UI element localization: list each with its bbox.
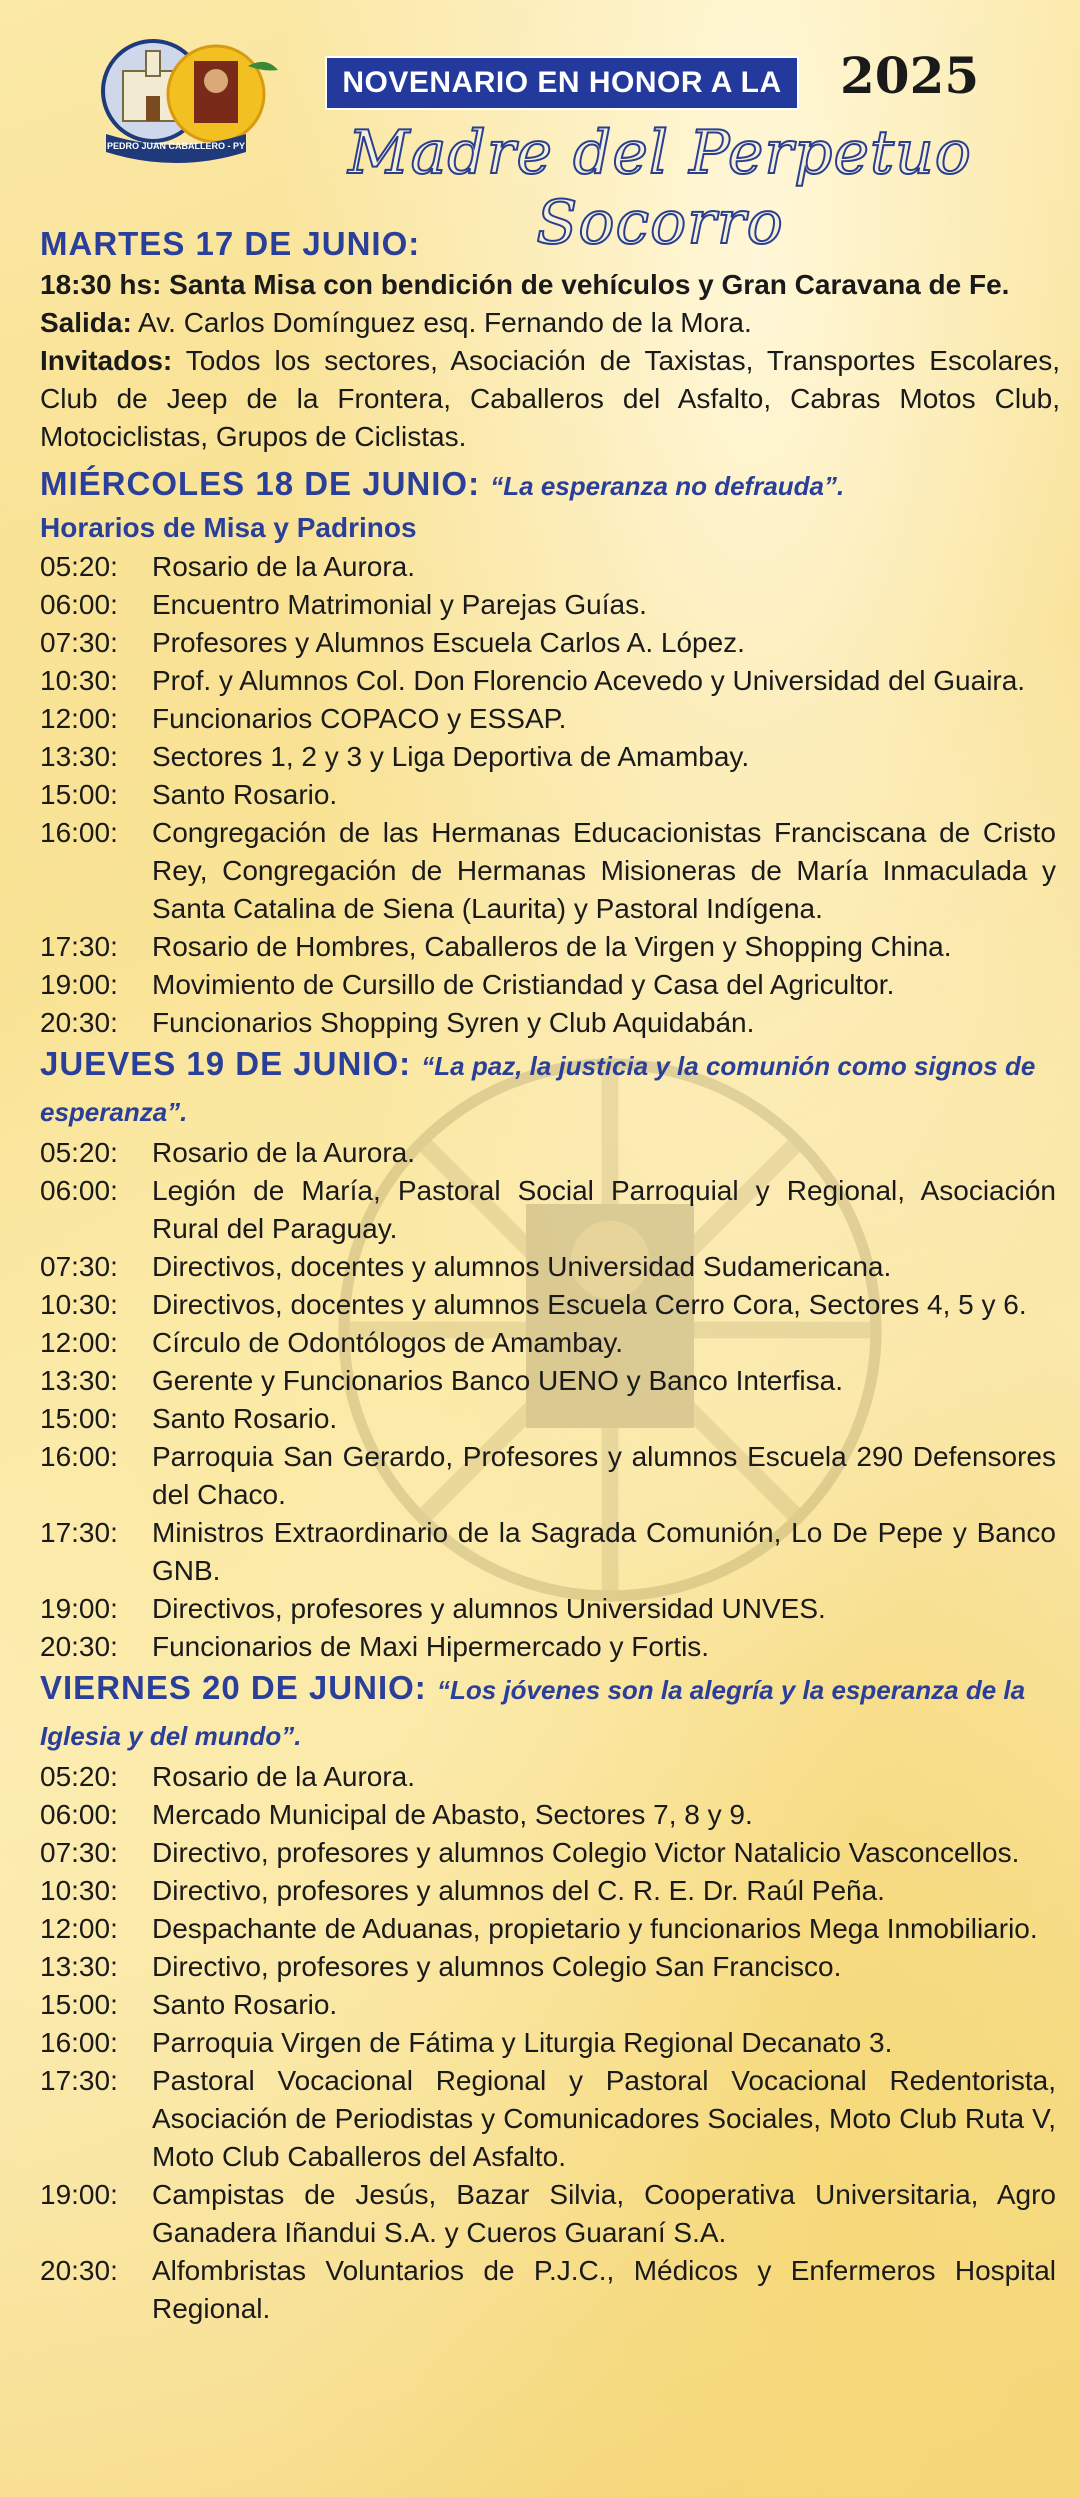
schedule-row bbox=[40, 966, 1060, 1004]
schedule-description: Movimiento de Cursillo de Cristiandad y Casa del Agricultor. bbox=[152, 969, 895, 1000]
schedule-description: Funcionarios Shopping Syren y Club Aquidabán. bbox=[152, 1007, 755, 1038]
schedule-time: 10:30: bbox=[40, 665, 118, 696]
schedule-time: 16:00: bbox=[40, 1441, 118, 1472]
schedule-time: 12:00: bbox=[40, 703, 118, 734]
schedule-row bbox=[40, 1628, 1060, 1666]
schedule-row bbox=[40, 928, 1060, 966]
schedule-description: Directivo, profesores y alumnos Colegio Victor Natalicio Vasconcellos. bbox=[152, 1837, 1020, 1868]
schedule-row bbox=[40, 1834, 1060, 1872]
schedule-description: Directivos, docentes y alumnos Escuela Cerro Cora, Sectores 4, 5 y 6. bbox=[152, 1289, 1027, 1320]
schedule-time: 07:30: bbox=[40, 627, 118, 658]
schedule-description: Rosario de la Aurora. bbox=[152, 1761, 416, 1792]
schedule-row bbox=[40, 700, 1060, 738]
schedule-time: 06:00: bbox=[40, 1175, 118, 1206]
schedule-time: 20:30: bbox=[40, 1631, 118, 1662]
schedule-time: 19:00: bbox=[40, 1593, 118, 1624]
banner-title: NOVENARIO EN HONOR A LA bbox=[325, 56, 799, 110]
schedule-description: Gerente y Funcionarios Banco UENO y Banco Interfisa. bbox=[152, 1365, 843, 1396]
day-heading-jueves: JUEVES 19 DE JUNIO: “La paz, la justicia y la comunión como signos de esperanza”. bbox=[40, 1045, 1036, 1127]
martes-mass-line: 18:30 hs: Santa Misa con bendición de vehículos y Gran Caravana de Fe. bbox=[40, 269, 1010, 300]
schedule-row bbox=[40, 1248, 1060, 1286]
schedule-time: 06:00: bbox=[40, 1799, 118, 1830]
schedule-time: 13:30: bbox=[40, 1365, 118, 1396]
schedule-description: Santo Rosario. bbox=[152, 779, 338, 810]
schedule-time: 15:00: bbox=[40, 1989, 118, 2020]
schedule-row bbox=[40, 814, 1060, 928]
day-heading-miercoles: MIÉRCOLES 18 DE JUNIO: “La esperanza no defrauda”. bbox=[40, 465, 845, 502]
schedule-time: 13:30: bbox=[40, 741, 118, 772]
schedule-description: Alfombristas Voluntarios de P.J.C., Médicos y Enfermeros Hospital Regional. bbox=[152, 2255, 1056, 2324]
schedule-description: Profesores y Alumnos Escuela Carlos A. López. bbox=[152, 627, 745, 658]
schedule-row bbox=[40, 1758, 1060, 1796]
schedule-row bbox=[40, 1590, 1060, 1628]
schedule-description: Mercado Municipal de Abasto, Sectores 7, 8 y 9. bbox=[152, 1799, 753, 1830]
schedule-row bbox=[40, 1948, 1060, 1986]
schedule-time: 10:30: bbox=[40, 1289, 118, 1320]
martes-invitados: Invitados: Todos los sectores, Asociación de Taxistas, Transportes Escolares, Club de Jeep de la Frontera, Caballeros del Asfalto, Cabras Motos Club, Motociclistas, Grupos de Ciclistas. bbox=[40, 345, 1060, 452]
schedule-time: 15:00: bbox=[40, 779, 118, 810]
schedule-row bbox=[40, 1286, 1060, 1324]
schedule-description: Funcionarios COPACO y ESSAP. bbox=[152, 703, 567, 734]
schedule-description: Santo Rosario. bbox=[152, 1403, 338, 1434]
schedule-time: 20:30: bbox=[40, 2255, 118, 2286]
schedule-row bbox=[40, 2024, 1060, 2062]
schedule-description: Ministros Extraordinario de la Sagrada Comunión, Lo De Pepe y Banco GNB. bbox=[152, 1517, 1056, 1586]
page-title: Madre del Perpetuo Socorro bbox=[348, 118, 972, 258]
logo-caption: PEDRO JUAN CABALLERO - PY bbox=[106, 141, 246, 151]
schedule-description: Despachante de Aduanas, propietario y funcionarios Mega Inmobiliario. bbox=[152, 1913, 1038, 1944]
schedule-time: 12:00: bbox=[40, 1327, 118, 1358]
schedule-description: Encuentro Matrimonial y Parejas Guías. bbox=[152, 589, 647, 620]
schedule-row bbox=[40, 586, 1060, 624]
schedule-row bbox=[40, 2176, 1060, 2252]
schedule-description: Santo Rosario. bbox=[152, 1989, 338, 2020]
schedule-time: 10:30: bbox=[40, 1875, 118, 1906]
schedule-description: Directivo, profesores y alumnos Colegio San Francisco. bbox=[152, 1951, 842, 1982]
schedule-description: Directivo, profesores y alumnos del C. R. E. Dr. Raúl Peña. bbox=[152, 1875, 885, 1906]
schedule-time: 17:30: bbox=[40, 2065, 118, 2096]
schedule-row bbox=[40, 1514, 1060, 1590]
schedule-row bbox=[40, 624, 1060, 662]
schedule-description: Funcionarios de Maxi Hipermercado y Fortis. bbox=[152, 1631, 710, 1662]
schedule-description: Parroquia Virgen de Fátima y Liturgia Regional Decanato 3. bbox=[152, 2027, 893, 2058]
schedule-description: Congregación de las Hermanas Educacionistas Franciscana de Cristo Rey, Congregación de Hermanas Misioneras de María Inmaculada y Santa Catalina de Siena (Laurita) y Pastoral Indígena. bbox=[152, 817, 1056, 924]
schedule-row bbox=[40, 1134, 1060, 1172]
schedule-time: 16:00: bbox=[40, 817, 118, 848]
schedule-time: 17:30: bbox=[40, 1517, 118, 1548]
schedule-time: 06:00: bbox=[40, 589, 118, 620]
schedule-content bbox=[40, 222, 1060, 2328]
schedule-row bbox=[40, 1400, 1060, 1438]
schedule-description: Rosario de la Aurora. bbox=[152, 1137, 416, 1168]
schedule-time: 07:30: bbox=[40, 1251, 118, 1282]
schedule-description: Círculo de Odontólogos de Amambay. bbox=[152, 1327, 624, 1358]
schedule-description: Legión de María, Pastoral Social Parroquial y Regional, Asociación Rural del Paraguay. bbox=[152, 1175, 1056, 1244]
schedule-description: Parroquia San Gerardo, Profesores y alumnos Escuela 290 Defensores del Chaco. bbox=[152, 1441, 1056, 1510]
schedule-subheading: Horarios de Misa y Padrinos bbox=[40, 512, 417, 543]
schedule-time: 17:30: bbox=[40, 931, 118, 962]
schedule-description: Sectores 1, 2 y 3 y Liga Deportiva de Amambay. bbox=[152, 741, 750, 772]
schedule-time: 20:30: bbox=[40, 1007, 118, 1038]
viernes-list bbox=[40, 1758, 1060, 2328]
schedule-row bbox=[40, 1172, 1060, 1248]
schedule-row bbox=[40, 738, 1060, 776]
schedule-row bbox=[40, 2062, 1060, 2176]
schedule-time: 19:00: bbox=[40, 2179, 118, 2210]
schedule-row bbox=[40, 662, 1060, 700]
schedule-description: Directivos, profesores y alumnos Universidad UNVES. bbox=[152, 1593, 826, 1624]
schedule-description: Directivos, docentes y alumnos Universidad Sudamericana. bbox=[152, 1251, 892, 1282]
schedule-description: Prof. y Alumnos Col. Don Florencio Acevedo y Universidad del Guaira. bbox=[152, 665, 1026, 696]
schedule-row bbox=[40, 1986, 1060, 2024]
schedule-time: 12:00: bbox=[40, 1913, 118, 1944]
schedule-row bbox=[40, 1910, 1060, 1948]
schedule-description: Pastoral Vocacional Regional y Pastoral Vocacional Redentorista, Asociación de Periodistas y Comunicadores Sociales, Moto Club Ruta V, Moto Club Caballeros del Asfalto. bbox=[152, 2065, 1056, 2172]
schedule-row bbox=[40, 1324, 1060, 1362]
martes-salida: Salida: Av. Carlos Domínguez esq. Fernando de la Mora. bbox=[40, 307, 752, 338]
schedule-time: 05:20: bbox=[40, 1137, 118, 1168]
schedule-row bbox=[40, 2252, 1060, 2328]
schedule-row bbox=[40, 1796, 1060, 1834]
church-logo-image bbox=[98, 36, 288, 171]
year: 2025 bbox=[840, 46, 980, 105]
schedule-time: 16:00: bbox=[40, 2027, 118, 2058]
schedule-description: Rosario de Hombres, Caballeros de la Virgen y Shopping China. bbox=[152, 931, 952, 962]
day-heading-viernes: VIERNES 20 DE JUNIO: “Los jóvenes son la alegría y la esperanza de la Iglesia y del mundo”. bbox=[40, 1669, 1026, 1751]
schedule-time: 05:20: bbox=[40, 551, 118, 582]
schedule-time: 19:00: bbox=[40, 969, 118, 1000]
schedule-description: Campistas de Jesús, Bazar Silvia, Cooperativa Universitaria, Agro Ganadera Iñandui S.A. y Cueros Guaraní S.A. bbox=[152, 2179, 1056, 2248]
schedule-row bbox=[40, 1872, 1060, 1910]
schedule-time: 13:30: bbox=[40, 1951, 118, 1982]
miercoles-list bbox=[40, 548, 1060, 1042]
schedule-time: 15:00: bbox=[40, 1403, 118, 1434]
jueves-list bbox=[40, 1134, 1060, 1666]
schedule-row bbox=[40, 1362, 1060, 1400]
schedule-time: 05:20: bbox=[40, 1761, 118, 1792]
schedule-row bbox=[40, 1438, 1060, 1514]
schedule-time: 07:30: bbox=[40, 1837, 118, 1868]
schedule-row bbox=[40, 548, 1060, 586]
schedule-description: Rosario de la Aurora. bbox=[152, 551, 416, 582]
schedule-row bbox=[40, 776, 1060, 814]
schedule-row bbox=[40, 1004, 1060, 1042]
day-heading-martes: MARTES 17 DE JUNIO: bbox=[40, 225, 421, 262]
